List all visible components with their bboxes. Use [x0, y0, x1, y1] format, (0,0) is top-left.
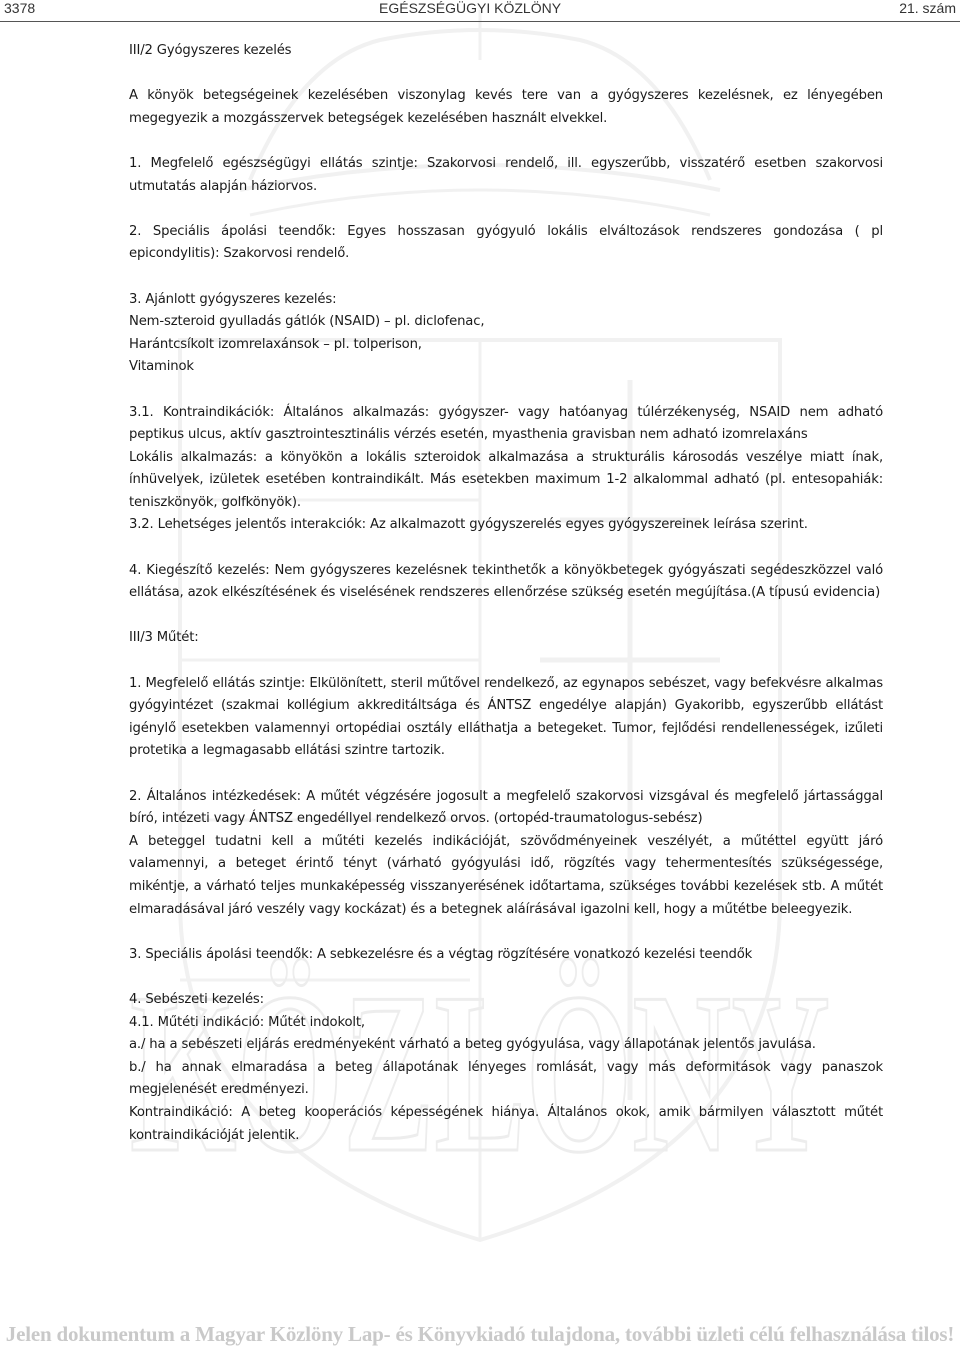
paragraph: [129, 560, 883, 605]
copyright-footer: Jelen dokumentum a Magyar Közlöny Lap- és Könyvkiadó tulajdona, további üzleti célú felhasználása tilos!: [5, 1322, 955, 1346]
watermark-text: KÖZLÖNY: [130, 945, 830, 1200]
paragraph-line: a./ ha a sebészeti eljárás eredményeként várható a beteg gyógyulása, vagy állapotának jelentős javulása.: [129, 1037, 816, 1053]
paragraph-line: 3. Ajánlott gyógyszeres kezelés:: [129, 291, 337, 307]
paragraph: [129, 989, 883, 1147]
paragraph: [129, 673, 883, 763]
paragraph: [129, 153, 883, 198]
paragraph-line: Vitaminok: [129, 359, 194, 375]
paragraph-line: 3.2. Lehetséges jelentős interakciók: Az alkalmazott gyógyszerelés egyes gyógyszereinek leírása szerint.: [129, 517, 808, 533]
document-body: [129, 40, 883, 1170]
paragraph-line: A könyök betegségeinek kezelésében viszonylag kevés tere van a gyógyszeres kezelésnek, ez lényegében megegyezik a mozgásszervek betegségek kezelésében használt elvekkel.: [129, 88, 883, 126]
paragraph: [129, 944, 883, 967]
paragraph-line: 4. Sebészeti kezelés:: [129, 991, 264, 1007]
issue-number: 21. szám: [899, 0, 956, 16]
paragraph-line: 2. Speciális ápolási teendők: Egyes hosszasan gyógyuló lokális elváltozások rendszeres gondozása ( pl epicondylitis): Szakorvosi rendelő.: [129, 223, 883, 262]
page-number: 3378: [4, 0, 36, 16]
journal-title: EGÉSZSÉGÜGYI KÖZLÖNY: [379, 0, 562, 16]
page-header: [0, 0, 960, 22]
paragraph-line: 2. Általános intézkedések: A műtét végzésére jogosult a megfelelő szakorvosi vizsgával és megfelelő jártassággal bíró, intézeti vagy ÁNTSZ engedéllyel rendelkező orvos. (ortopéd-traumatologus-sebész): [129, 788, 883, 827]
paragraph: [129, 289, 883, 379]
paragraph-line: Kontraindikáció: A beteg kooperációs képességének hiánya. Általános okok, amik bármilyen választott műtét kontraindikációját jelentik.: [129, 1104, 883, 1143]
paragraph: [129, 40, 883, 63]
paragraph: [129, 627, 883, 650]
paragraph-line: 1. Megfelelő ellátás szintje: Elkülönített, steril műtővel rendelkező, az egynapos sebészet, vagy befekvésre alkalmas gyógyintézet (szakmai kollégium akkreditáltsága és ÁNTSZ engedélye alapján) Gyakoribb, egyszerűbb ellátást igénylő esetekben valamennyi ortopédiai osztály elláthatja a betegeket. Tumor, fejlődési rendellenességek, izűleti protetika a legmagasabb ellátási szintre tartozik.: [129, 675, 883, 759]
paragraph-line: b./ ha annak elmaradása a beteg állapotának lényeges romlását, vagy más deformitások vagy panaszok megjelenését eredményezi.: [129, 1059, 883, 1098]
paragraph-line: Lokális alkalmazás: a könyökön a lokális szteroidok alkalmazása a strukturális károsodás veszélye miatt ínak, ínhüvelyek, izületek esetében kontraindikált. Más esetekben maximum 1-2 alkalommal adható (pl. entesopahiák: teniszkönyök, golfkönyök).: [129, 449, 883, 510]
paragraph-line: III/3 Műtét:: [129, 630, 199, 646]
paragraph-line: 1. Megfelelő egészségügyi ellátás szintje: Szakorvosi rendelő, ill. egyszerűbb, visszatérő esetben szakorvosi utmutatás alapján háziorvos.: [129, 155, 883, 194]
paragraph: [129, 786, 883, 922]
paragraph: [129, 221, 883, 266]
paragraph-line: 3.1. Kontraindikációk: Általános alkalmazás: gyógyszer- vagy hatóanyag túlérzékenység, NSAID nem adható peptikus ulcus, aktív gasztrointesztinális vérzés esetén, myasthenia gravisban nem adható izomrelaxáns: [129, 404, 883, 443]
paragraph: [129, 402, 883, 538]
paragraph-line: III/2 Gyógyszeres kezelés: [129, 43, 292, 58]
paragraph: [129, 85, 883, 130]
paragraph-line: 4. Kiegészítő kezelés: Nem gyógyszeres kezelésnek tekinthetők a könyökbetegek gyógyászati segédeszközzel való ellátása, azok elkészítésének és viselésének rendszeres ellenőrzése szükség esetén megújítása.(A típusú evidencia): [129, 562, 883, 601]
paragraph-line: Nem-szteroid gyulladás gátlók (NSAID) – pl. diclofenac,: [129, 314, 485, 330]
header-rule: [0, 21, 960, 22]
paragraph-line: A beteggel tudatni kell a műtéti kezelés indikációját, szövődményeinek veszélyét, a műtéttel együtt járó valamennyi, a beteget érintő tényt (várható gyógyulási idő, rögzítés vagy tehermentesítés szükségessége, mikéntje, a várható teljes munkaképesség visszanyerésének időtartama, szükséges további kezelések stb. A műtét elmaradásával járó veszély vagy kockázat) és a betegnek aláírásával igazolni kell, hogy a műtétbe beleegyezik.: [129, 833, 883, 917]
paragraph-line: Harántcsíkolt izomrelaxánsok – pl. tolperison,: [129, 336, 422, 352]
paragraph-line: 3. Speciális ápolási teendők: A sebkezelésre és a végtag rögzítésére vonatkozó kezelési teendők: [129, 946, 753, 962]
paragraph-line: 4.1. Műtéti indikáció: Műtét indokolt,: [129, 1014, 365, 1030]
